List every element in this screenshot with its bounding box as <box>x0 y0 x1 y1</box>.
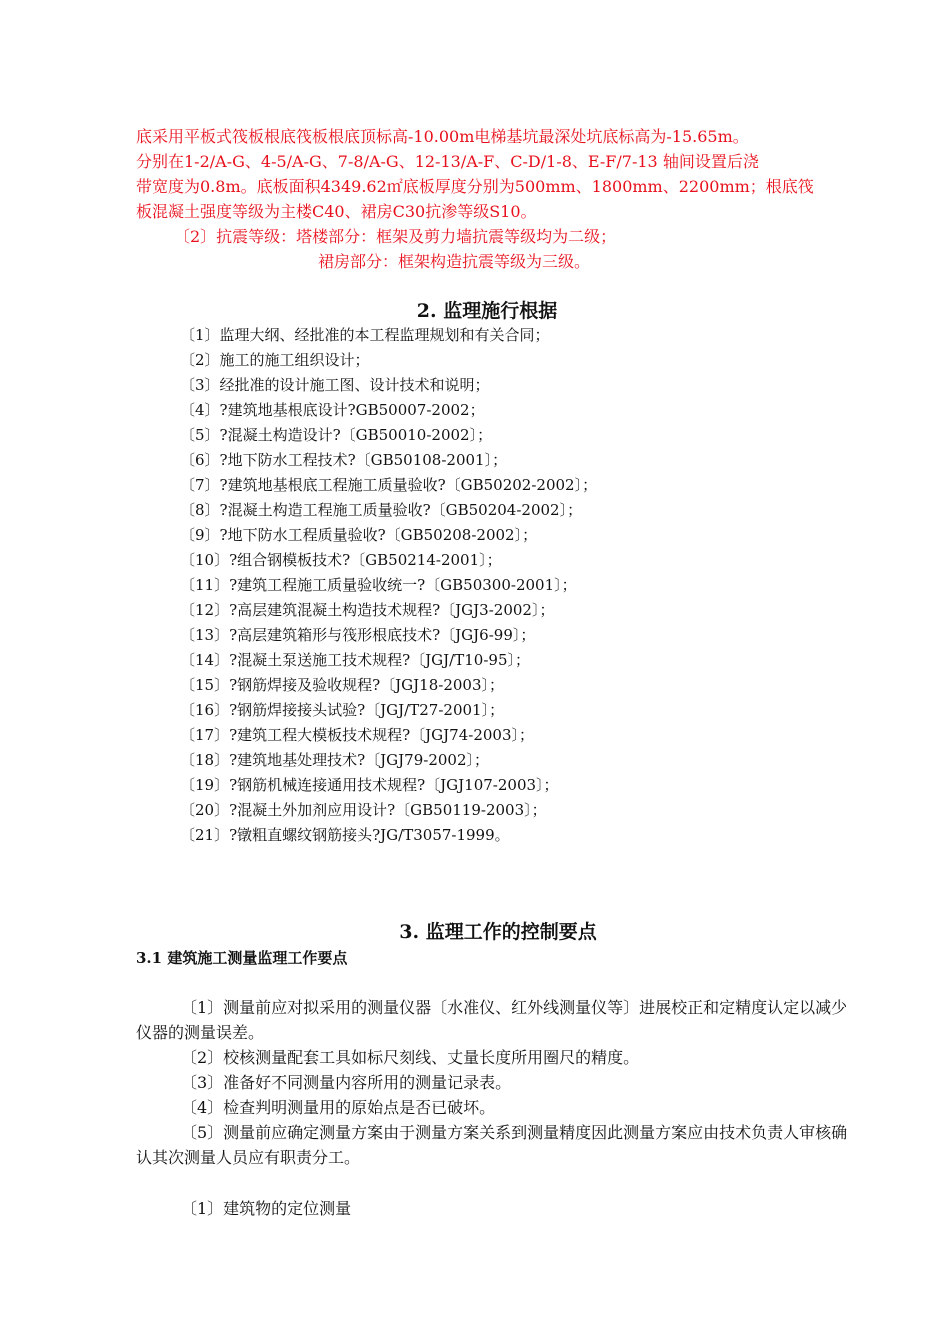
list-item: 〔15〕?钢筋焊接及验收规程?〔JGJ18-2003〕； <box>180 676 505 694</box>
list-item: 〔19〕?钢筋机械连接通用技术规程?〔JGJ107-2003〕； <box>180 776 559 794</box>
positioning-survey-item: 〔1〕建筑物的定位测量 <box>181 1199 352 1218</box>
list-item: 〔6〕?地下防水工程技术?〔GB50108-2001〕； <box>180 451 508 469</box>
list-item: 〔11〕?建筑工程施工质量验收统一?〔GB50300-2001〕； <box>180 576 577 594</box>
red-line-2: 分别在1-2/A-G、4-5/A-G、7-8/A-G、12-13/A-F、C-D/1-8、E-F/7-13 轴间设置后浇 <box>136 152 759 171</box>
paragraph-5: 〔5〕测量前应确定测量方案由于测量方案关系到测量精度因此测量方案应由技术负责人审核确认其次测量人员应有职责分工。 <box>136 1123 848 1167</box>
list-item: 〔5〕?混凝土构造设计?〔GB50010-2002〕； <box>180 426 493 444</box>
list-item: 〔3〕经批准的设计施工图、设计技术和说明； <box>180 376 490 394</box>
list-item: 〔17〕?建筑工程大模板技术规程?〔JGJ74-2003〕； <box>180 726 535 744</box>
foundation-description <box>136 124 856 274</box>
section-3-heading: 3. 监理工作的控制要点 <box>399 921 597 943</box>
list-item: 〔10〕?组合钢模板技术?〔GB50214-2001〕； <box>180 551 502 569</box>
list-item: 〔2〕施工的施工组织设计； <box>180 351 370 369</box>
section-3-1-heading: 3.1 建筑施工测量监理工作要点 <box>136 949 348 967</box>
list-item: 〔14〕?混凝土泵送施工技术规程?〔JGJ/T10-95〕； <box>180 651 530 669</box>
reference-list <box>180 323 597 848</box>
seismic-grade-tower: 〔2〕抗震等级：塔楼部分：框架及剪力墙抗震等级均为二级； <box>174 227 617 246</box>
list-item: 〔4〕?建筑地基根底设计?GB50007-2002； <box>180 401 485 419</box>
list-item: 〔13〕?高层建筑箱形与筏形根底技术?〔JGJ6-99〕； <box>180 626 536 644</box>
paragraph-4: 〔4〕检查判明测量用的原始点是否已破坏。 <box>181 1098 496 1117</box>
list-item: 〔8〕?混凝土构造工程施工质量验收?〔GB50204-2002〕； <box>180 501 583 519</box>
list-item: 〔9〕?地下防水工程质量验收?〔GB50208-2002〕； <box>180 526 538 544</box>
list-item: 〔12〕?高层建筑混凝土构造技术规程?〔JGJ3-2002〕； <box>180 601 555 619</box>
section-2-heading: 2. 监理施行根据 <box>416 300 558 322</box>
red-line-4: 板混凝土强度等级为主楼C40、裙房C30抗渗等级S10。 <box>136 202 537 221</box>
list-item: 〔16〕?钢筋焊接接头试验?〔JGJ/T27-2001〕； <box>180 701 505 719</box>
list-item: 〔20〕?混凝土外加剂应用设计?〔GB50119-2003〕； <box>180 801 547 819</box>
paragraph-1: 〔1〕测量前应对拟采用的测量仪器〔水准仪、红外线测量仪等〕进展校正和定精度认定以减少仪器的测量误差。 <box>136 998 848 1042</box>
list-item: 〔21〕?镦粗直螺纹钢筋接头?JG/T3057-1999。 <box>180 826 510 844</box>
list-item: 〔7〕?建筑地基根底工程施工质量验收?〔GB50202-2002〕； <box>180 476 598 494</box>
survey-requirements <box>136 995 856 1170</box>
red-line-1: 底采用平板式筏板根底筏板根底顶标高-10.00m电梯基坑最深处坑底标高为-15.65m。 <box>136 127 749 146</box>
list-item: 〔18〕?建筑地基处理技术?〔JGJ79-2002〕； <box>180 751 490 769</box>
seismic-grade-podium: 裙房部分：框架构造抗震等级为三级。 <box>318 252 591 271</box>
paragraph-2: 〔2〕校核测量配套工具如标尺刻线、丈量长度所用圈尺的精度。 <box>181 1048 640 1067</box>
red-line-3: 带宽度为0.8m。底板面积4349.62㎡底板厚度分别为500mm、1800mm、2200mm；根底筏 <box>136 177 814 196</box>
paragraph-3: 〔3〕准备好不同测量内容所用的测量记录表。 <box>181 1073 512 1092</box>
list-item: 〔1〕监理大纲、经批准的本工程监理规划和有关合同； <box>180 326 550 344</box>
